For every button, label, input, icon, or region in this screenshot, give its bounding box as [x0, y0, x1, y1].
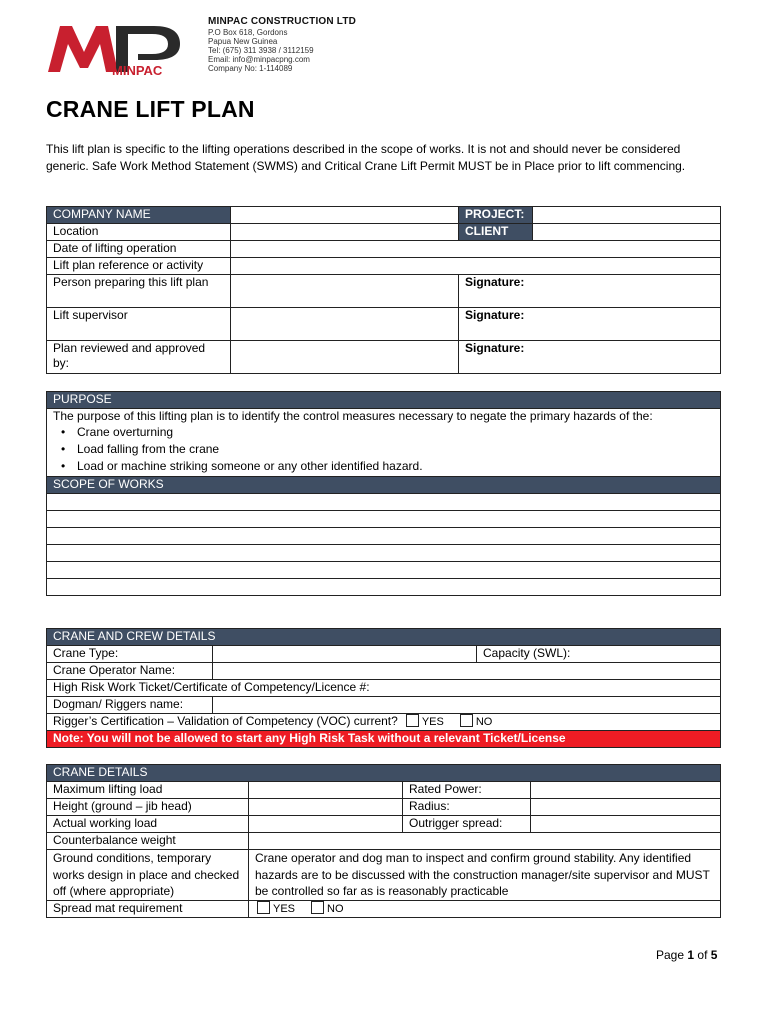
crane-type-label: Crane Type: [47, 646, 213, 663]
crane-details-table [46, 764, 721, 918]
rated-power-field[interactable] [531, 782, 721, 799]
radius-label: Radius: [403, 799, 531, 816]
working-load-label: Actual working load [47, 816, 249, 833]
hazard-item: • Load falling from the crane [53, 441, 714, 458]
reference-field[interactable] [231, 258, 721, 275]
address-line: Papua New Guinea [208, 37, 278, 46]
client-label: CLIENT [459, 224, 533, 241]
height-label: Height (ground – jib head) [47, 799, 249, 816]
rated-power-label: Rated Power: [403, 782, 531, 799]
company-info [208, 16, 356, 73]
outrigger-label: Outrigger spread: [403, 816, 531, 833]
height-field[interactable] [249, 799, 403, 816]
counterbalance-label: Counterbalance weight [47, 833, 249, 850]
scope-line[interactable] [47, 579, 721, 596]
spread-mat-no-label: NO [327, 902, 344, 915]
outrigger-field[interactable] [531, 816, 721, 833]
page-label: Page [656, 948, 685, 962]
letterhead [46, 14, 726, 84]
spread-mat-options [249, 900, 721, 917]
working-load-field[interactable] [249, 816, 403, 833]
scope-line[interactable] [47, 562, 721, 579]
company-name-label: COMPANY NAME [47, 207, 231, 224]
hazard-list [53, 424, 714, 475]
company-name: MINPAC CONSTRUCTION LTD [208, 16, 357, 27]
rigger-no-checkbox[interactable] [460, 714, 473, 727]
scope-heading: SCOPE OF WORKS [47, 477, 721, 494]
spread-mat-no-checkbox[interactable] [311, 901, 324, 914]
crane-details-heading: CRANE DETAILS [47, 765, 721, 782]
preparer-label: Person preparing this lift plan [47, 275, 231, 308]
general-details-table [46, 206, 721, 374]
spread-mat-yes-label: YES [273, 902, 296, 915]
current-page: 1 [687, 948, 695, 962]
client-field[interactable] [533, 224, 721, 241]
supervisor-label: Lift supervisor [47, 308, 231, 341]
hazard-item: • Load or machine striking someone or any other identified hazard. [53, 458, 714, 475]
reference-label: Lift plan reference or activity [47, 258, 231, 275]
ground-conditions-label: Ground conditions, temporary works design in place and checked off (where appropriate) [47, 850, 249, 901]
max-load-label: Maximum lifting load [47, 782, 249, 799]
email-line: Email: info@minpacpng.com [208, 55, 310, 64]
counterbalance-field[interactable] [249, 833, 721, 850]
company-number: Company No: 1-114089 [208, 64, 293, 73]
reviewer-field[interactable] [231, 341, 459, 374]
scope-line[interactable] [47, 494, 721, 511]
of-label: of [697, 948, 708, 962]
crew-heading: CRANE AND CREW DETAILS [47, 629, 721, 646]
scope-line[interactable] [47, 528, 721, 545]
page-title: CRANE LIFT PLAN [46, 96, 255, 122]
rigger-cert-row [47, 714, 721, 731]
preparer-signature[interactable]: Signature: [459, 275, 721, 308]
location-field[interactable] [231, 224, 459, 241]
operator-field[interactable] [213, 663, 721, 680]
date-label: Date of lifting operation [47, 241, 231, 258]
scope-line[interactable] [47, 511, 721, 528]
hazard-item: • Crane overturning [53, 424, 714, 441]
supervisor-field[interactable] [231, 308, 459, 341]
ground-conditions-text: Crane operator and dog man to inspect and confirm ground stability. Any identified hazards are to be discussed with the construction manager/site supervisor and MUST be controlled so far as is reasonably practicable [249, 850, 721, 901]
address-line: P.O Box 618, Gordons [208, 28, 288, 37]
dogman-label: Dogman/ Riggers name: [47, 697, 213, 714]
max-load-field[interactable] [249, 782, 403, 799]
crane-crew-table [46, 628, 721, 748]
total-pages: 5 [710, 948, 718, 962]
operator-label: Crane Operator Name: [47, 663, 213, 680]
minpac-logo [46, 18, 186, 78]
rigger-no-label: NO [475, 716, 493, 728]
ticket-field[interactable]: High Risk Work Ticket/Certificate of Competency/Licence #: [47, 680, 721, 697]
reviewer-label: Plan reviewed and approved by: [47, 341, 231, 374]
logo-text: MINPAC [112, 63, 163, 78]
reviewer-signature[interactable]: Signature: [459, 341, 721, 374]
scope-line[interactable] [47, 545, 721, 562]
rigger-yes-label: YES [421, 716, 444, 728]
crane-type-field[interactable] [213, 646, 477, 663]
purpose-scope-table [46, 391, 721, 596]
intro-paragraph: This lift plan is specific to the lifting operations described in the scope of works. It is not and should never be considered generic. Safe Work Method Statement (SWMS) and Critical Crane Lift Permit MUST be in Place prior to lift commencing. [46, 142, 686, 173]
page-number [656, 948, 717, 962]
date-field[interactable] [231, 241, 721, 258]
project-label: PROJECT: [459, 207, 533, 224]
radius-field[interactable] [531, 799, 721, 816]
rigger-yes-checkbox[interactable] [406, 714, 419, 727]
ticket-warning: Note: You will not be allowed to start any High Risk Task without a relevant Ticket/License [47, 731, 721, 748]
location-label: Location [47, 224, 231, 241]
preparer-field[interactable] [231, 275, 459, 308]
project-field[interactable] [533, 207, 721, 224]
spread-mat-label: Spread mat requirement [47, 900, 249, 917]
rigger-cert-question: Rigger’s Certification – Validation of Competency (VOC) current? [53, 714, 398, 728]
phone-line: Tel: (675) 311 3938 / 3112159 [208, 46, 314, 55]
company-name-field[interactable] [231, 207, 459, 224]
capacity-label[interactable]: Capacity (SWL): [477, 646, 721, 663]
dogman-field[interactable] [213, 697, 721, 714]
purpose-text: The purpose of this lifting plan is to identify the control measures necessary to negate the primary hazards of the: [53, 409, 653, 423]
purpose-heading: PURPOSE [47, 392, 721, 409]
purpose-body [47, 409, 721, 477]
supervisor-signature[interactable]: Signature: [459, 308, 721, 341]
spread-mat-yes-checkbox[interactable] [257, 901, 270, 914]
